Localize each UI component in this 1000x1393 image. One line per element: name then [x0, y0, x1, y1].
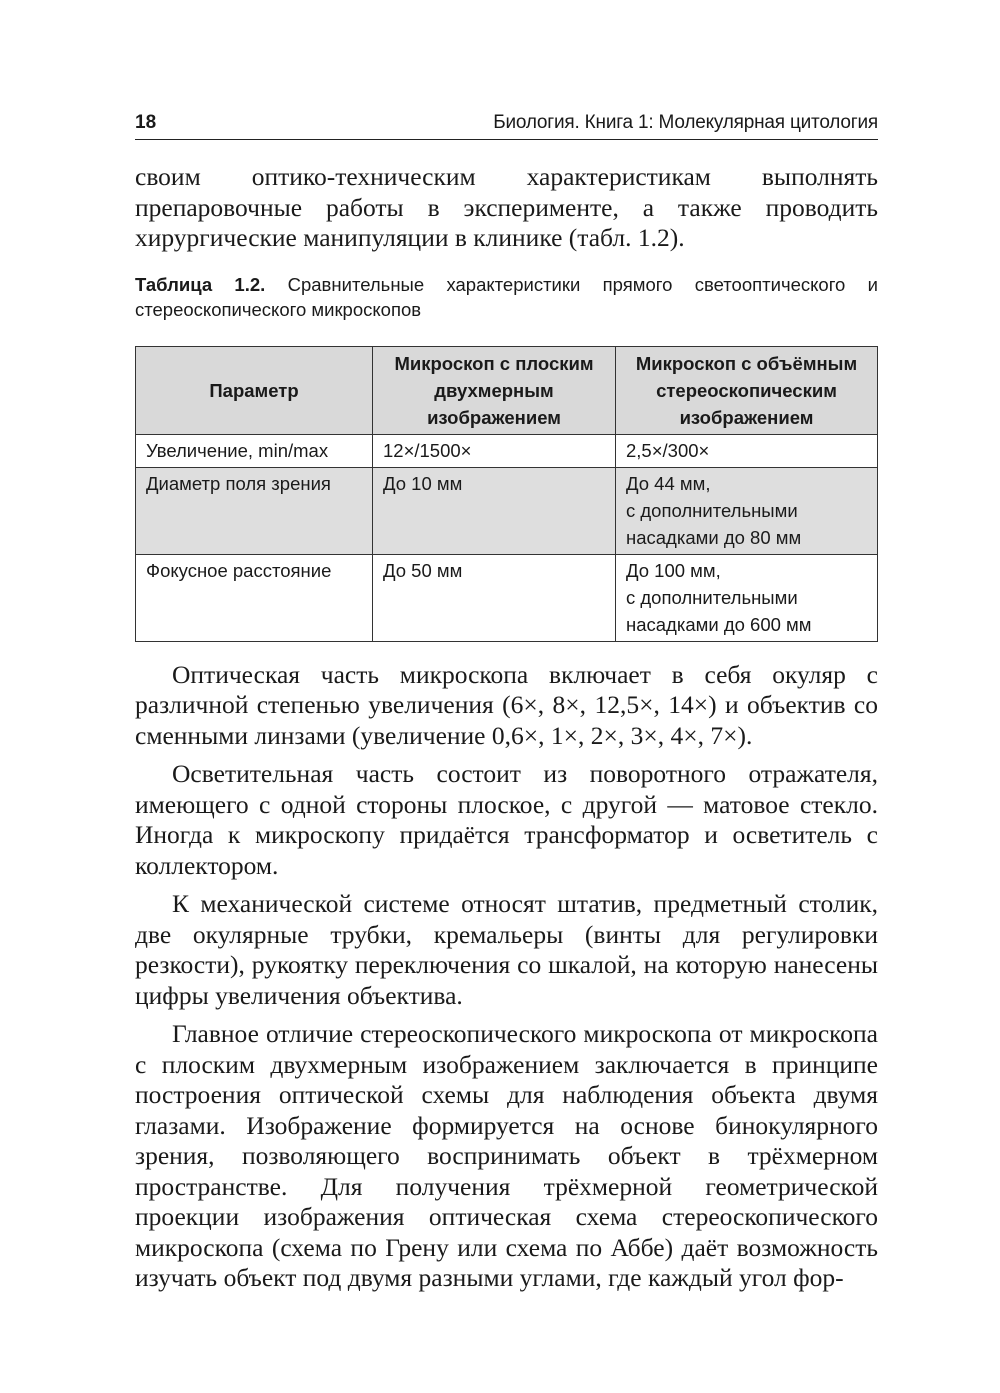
cell-line: До 100 мм,: [626, 559, 721, 581]
table-row: [136, 467, 878, 554]
body-paragraph: Осветительная часть состоит из поворотного отражателя, имеющего с одной стороны плоское, с другой — матовое стекло. Иногда к микроскопу придаётся трансформатор и осветитель с коллектором.: [135, 759, 878, 880]
comparison-table: [135, 346, 878, 642]
row-flat-value: [373, 554, 616, 641]
row-parameter: Фокусное расстояние: [136, 554, 373, 641]
cell-line: До 44 мм,: [626, 472, 711, 494]
body-paragraph: Оптическая часть микроскопа включает в себя окуляр с различной степенью увеличения (6×, 8×, 12,5×, 14×) и объектив со сменными линзами (увеличение 0,6×, 1×, 2×, 3×, 4×, 7×).: [135, 659, 878, 750]
page-number: 18: [135, 112, 157, 133]
running-head: [135, 112, 878, 140]
row-stereo-value: [616, 467, 878, 554]
row-parameter: Диаметр поля зрения: [136, 467, 373, 554]
header-flat-microscope: Микроскоп с плоским двухмерным изображением: [373, 346, 616, 434]
cell-line: До 10 мм: [383, 472, 463, 494]
running-title: Биология. Книга 1: Молекулярная цитология: [493, 112, 878, 133]
cell-line: До 50 мм: [383, 559, 463, 581]
cell-line: с дополнительными: [626, 499, 798, 521]
book-page: [135, 112, 878, 1294]
row-flat-value: [373, 467, 616, 554]
table-caption: [135, 272, 878, 322]
cell-line: насадками до 600 мм: [626, 613, 812, 635]
table-row: [136, 434, 878, 467]
cell-line: 12×/1500×: [383, 439, 472, 461]
row-stereo-value: [616, 434, 878, 467]
intro-paragraph: своим оптико-техническим характеристикам выполнять препаровочные работы в эксперименте, а также проводить хирургические манипуляции в клинике (табл. 1.2).: [135, 162, 878, 252]
table-row: [136, 554, 878, 641]
cell-line: насадками до 80 мм: [626, 526, 802, 548]
table-caption-label: Таблица 1.2.: [135, 273, 266, 295]
body-text-section: [135, 660, 878, 1294]
table-caption-text: Сравнительные характеристики прямого светооптического и стереоскопического микроскопов: [135, 273, 878, 320]
header-parameter: Параметр: [136, 346, 373, 434]
cell-line: с дополнительными: [626, 586, 798, 608]
row-flat-value: [373, 434, 616, 467]
header-stereo-microscope: Микроскоп с объёмным стереоскопическим изображением: [616, 346, 878, 434]
cell-line: 2,5×/300×: [626, 439, 710, 461]
row-parameter: Увеличение, min/max: [136, 434, 373, 467]
table-header-row: [136, 346, 878, 434]
body-paragraph: К механической системе относят штатив, предметный столик, две окулярные трубки, кремальеры (винты для регулировки резкости), рукоятку переключения со шкалой, на которую нанесены цифры увеличения объектива.: [135, 889, 878, 1010]
row-stereo-value: [616, 554, 878, 641]
body-paragraph: Главное отличие стереоскопического микроскопа от микроскопа с плоским двухмерным изображением заключается в принципе построения оптической схемы для наблюдения объекта двумя глазами. Изображение формируется на основе бинокулярного зрения, позволяющего воспринимать объект в трёхмерном пространстве. Для получения трёхмерной геометрической проекции изображения оптическая схема стереоскопического микроскопа (схема по Грену или схема по Аббе) даёт возможность изучать объект под двумя разными углами, где каждый угол фор-: [135, 1019, 878, 1292]
